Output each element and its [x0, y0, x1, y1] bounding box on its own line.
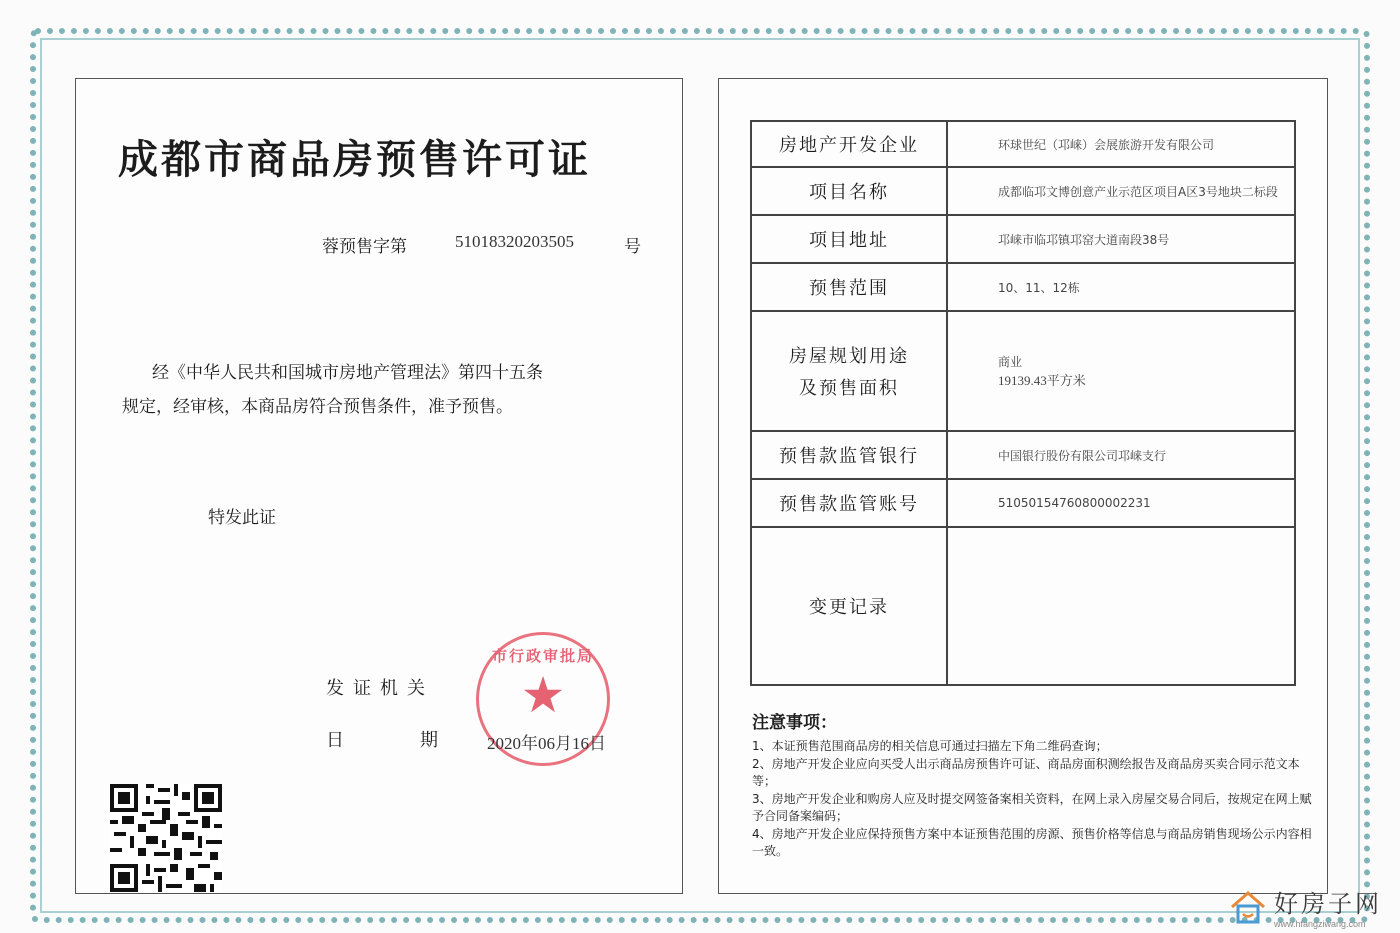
seal-star-icon: ★ — [520, 666, 566, 724]
project-info-table — [750, 120, 1296, 686]
usage-area-value — [947, 311, 1295, 431]
table-row — [751, 215, 1295, 263]
supervising-bank-value: 中国银行股份有限公司邛崃支行 — [947, 431, 1295, 479]
reference-suffix: 号 — [624, 237, 641, 257]
qr-code-icon[interactable] — [110, 784, 222, 892]
developer-value: 环球世纪（邛崃）会展旅游开发有限公司 — [947, 121, 1295, 167]
notes-title: 注意事项： — [752, 713, 837, 733]
usage-value: 商业 — [998, 355, 1023, 369]
seal-text: 市行政审批局 — [491, 647, 594, 665]
project-name-value: 成都临邛文博创意产业示范区项目A区3号地块二标段 — [947, 167, 1295, 215]
reference-prefix: 蓉预售字第 — [322, 237, 407, 257]
table-row — [751, 527, 1295, 685]
issuing-authority-label: 发证机关 — [326, 678, 434, 699]
certificate-title: 成都市商品房预售许可证 — [118, 137, 591, 183]
special-issue-note: 特发此证 — [208, 508, 276, 528]
developer-label: 房地产开发企业 — [751, 121, 947, 167]
site-watermark[interactable] — [1228, 884, 1382, 929]
certificate-body-line-1: 经《中华人民共和国城市房地产管理法》第四十五条 — [152, 363, 543, 383]
usage-area-label-line-1: 房屋规划用途 — [789, 346, 909, 367]
table-row — [751, 121, 1295, 167]
supervising-account-value: 51050154760800002231 — [947, 479, 1295, 527]
project-address-label: 项目地址 — [751, 215, 947, 263]
certificate-body-line-2: 规定，经审核，本商品房符合预售条件，准予预售。 — [122, 397, 513, 417]
watermark-url: www.hfangziwang.com — [1274, 919, 1366, 929]
project-name-label: 项目名称 — [751, 167, 947, 215]
list-item: 1、本证预售范围商品房的相关信息可通过扫描左下角二维码查询； — [752, 739, 1108, 753]
usage-area-label — [751, 311, 947, 431]
reference-number: 51018320203505 — [455, 232, 574, 251]
supervising-account-label: 预售款监管账号 — [751, 479, 947, 527]
list-item: 2、房地产开发企业应向买受人出示商品房预售许可证、商品房面积测绘报告及商品房买卖合同示范文本等； — [752, 756, 1300, 788]
house-logo-icon — [1228, 887, 1268, 927]
table-row — [751, 431, 1295, 479]
supervising-bank-label: 预售款监管银行 — [751, 431, 947, 479]
presale-scope-value: 10、11、12栋 — [947, 263, 1295, 311]
date-label-second-char: 期 — [420, 730, 438, 751]
change-record-value — [947, 527, 1295, 685]
change-record-label: 变更记录 — [751, 527, 947, 685]
table-row — [751, 263, 1295, 311]
table-row — [751, 311, 1295, 431]
watermark-name: 好房子网 — [1274, 890, 1382, 918]
table-row — [751, 479, 1295, 527]
list-item: 4、房地产开发企业应保持预售方案中本证预售范围的房源、预售价格等信息与商品房销售现场公示内容相一致。 — [752, 826, 1312, 858]
certificate-left-page — [75, 78, 683, 894]
date-label-first-char: 日 — [326, 730, 344, 751]
presale-scope-label: 预售范围 — [751, 263, 947, 311]
usage-area-label-line-2: 及预售面积 — [799, 378, 899, 399]
table-row — [751, 167, 1295, 215]
issue-date: 2020年06月16日 — [487, 734, 606, 753]
list-item: 3、房地产开发企业和购房人应及时提交网签备案相关资料，在网上录入房屋交易合同后，按规定在网上赋予合同备案编码； — [752, 791, 1312, 823]
notes-list — [752, 738, 1312, 861]
project-address-value: 邛崃市临邛镇邛窑大道南段38号 — [947, 215, 1295, 263]
area-value: 19139.43平方米 — [998, 373, 1086, 388]
